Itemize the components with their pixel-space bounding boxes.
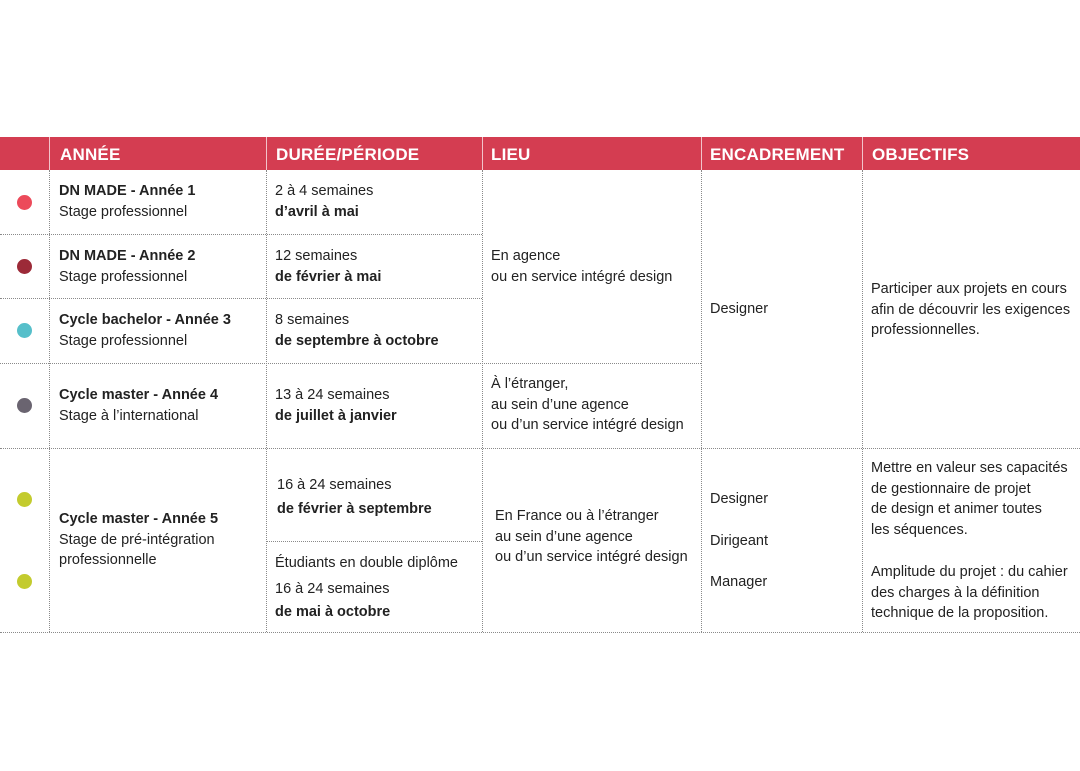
grid-line xyxy=(701,170,702,632)
row-annee-1 xyxy=(59,181,195,222)
grid-line xyxy=(0,298,482,299)
periode-text: d’avril à mai xyxy=(275,203,359,220)
periode-text: de février à septembre xyxy=(277,501,432,517)
lieu-line: En France ou à l’étranger xyxy=(495,508,659,524)
objectif-line: afin de découvrir les exigences xyxy=(871,301,1071,318)
header-divider xyxy=(49,137,50,170)
grid-line xyxy=(0,234,482,235)
grid-line xyxy=(49,170,50,632)
objectifs-top xyxy=(871,279,1070,341)
encadrement-line: Manager xyxy=(710,574,768,591)
row-subtitle: Stage professionnel xyxy=(59,203,188,220)
objectif-line: Participer aux projets en cours xyxy=(871,281,1067,297)
duree-annee-3 xyxy=(275,310,439,351)
dot-annee-3-icon xyxy=(17,323,32,338)
dot-annee-4-icon xyxy=(17,398,32,413)
line-gap xyxy=(710,510,768,531)
encadrement-bottom xyxy=(710,489,768,593)
objectif-line: Amplitude du projet : du cahier xyxy=(871,563,1068,580)
duree-annee-2 xyxy=(275,246,381,287)
header-encadrement: ENCADREMENT xyxy=(710,145,845,164)
header-divider xyxy=(701,137,702,170)
dot-annee-2-icon xyxy=(17,259,32,274)
row-title: Cycle bachelor - Année 3 xyxy=(59,312,231,328)
encadrement-line: Dirigeant xyxy=(710,532,769,549)
objectif-line: professionnelles. xyxy=(871,322,980,339)
objectif-line: les séquences. xyxy=(871,522,968,539)
row-title: Cycle master - Année 4 xyxy=(59,387,219,403)
line-gap xyxy=(871,541,1068,562)
header-divider xyxy=(266,137,267,170)
duree-text: 12 semaines xyxy=(275,248,358,264)
duree-annee-1 xyxy=(275,181,373,222)
duree-annee-4 xyxy=(275,385,397,426)
lieu-line: au sein d’une agence xyxy=(495,528,633,545)
grid-line xyxy=(862,170,863,632)
row-annee-3 xyxy=(59,310,231,351)
objectif-line: Mettre en valeur ses capacités xyxy=(871,460,1068,476)
header-divider xyxy=(862,137,863,170)
lieu-line: ou en service intégré design xyxy=(491,268,673,285)
row-title: DN MADE - Année 1 xyxy=(59,183,196,199)
encadrement-top: Designer xyxy=(710,301,769,317)
row-subtitle: Stage professionnel xyxy=(59,268,188,285)
row-annee-4 xyxy=(59,385,218,426)
row-subtitle-line: professionnelle xyxy=(59,552,157,569)
row-subtitle: Stage à l’international xyxy=(59,407,199,424)
row-title: Cycle master - Année 5 xyxy=(59,511,219,527)
periode-text: de septembre à octobre xyxy=(275,332,439,349)
duree-annee-5b xyxy=(275,550,458,622)
duree-text: 8 semaines xyxy=(275,312,350,328)
grid-line xyxy=(0,632,1080,633)
row-title: DN MADE - Année 2 xyxy=(59,248,196,264)
row-subtitle-line: Stage de pré-intégration xyxy=(59,531,215,548)
lieu-line: ou d’un service intégré design xyxy=(495,549,688,566)
header-objectifs: OBJECTIFS xyxy=(872,145,970,164)
dot-annee-5b-icon xyxy=(17,574,32,589)
lieu-line: au sein d’une agence xyxy=(491,396,629,413)
note-text: Étudiants en double diplôme xyxy=(275,555,458,571)
periode-text: de mai à octobre xyxy=(275,604,391,620)
header-lieu: LIEU xyxy=(491,145,531,164)
objectif-line: des charges à la définition xyxy=(871,584,1040,601)
dot-annee-1-icon xyxy=(17,195,32,210)
grid-line xyxy=(482,170,483,632)
grid-line xyxy=(266,541,482,542)
lieu-line: ou d’un service intégré design xyxy=(491,417,684,434)
line-gap xyxy=(710,551,768,572)
lieu-etranger xyxy=(491,374,684,436)
objectifs-bottom xyxy=(871,458,1068,624)
duree-text: 16 à 24 semaines xyxy=(277,477,392,493)
lieu-france xyxy=(495,506,688,568)
objectif-line: technique de la proposition. xyxy=(871,605,1049,622)
duree-text: 16 à 24 semaines xyxy=(275,581,390,597)
row-subtitle: Stage professionnel xyxy=(59,332,188,349)
periode-text: de juillet à janvier xyxy=(275,407,397,424)
lieu-agence xyxy=(491,246,672,287)
duree-annee-5a xyxy=(277,473,432,521)
header-annee: ANNÉE xyxy=(60,145,121,164)
periode-text: de février à mai xyxy=(275,268,382,285)
row-annee-2 xyxy=(59,246,195,287)
grid-line xyxy=(0,448,1080,449)
header-duree-periode: DURÉE/PÉRIODE xyxy=(276,145,420,164)
duree-text: 13 à 24 semaines xyxy=(275,387,390,403)
encadrement-line: Designer xyxy=(710,491,769,507)
dot-annee-5a-icon xyxy=(17,492,32,507)
row-annee-5 xyxy=(59,509,218,571)
lieu-line: À l’étranger, xyxy=(491,376,569,392)
objectif-line: de gestionnaire de projet xyxy=(871,480,1031,497)
duree-text: 2 à 4 semaines xyxy=(275,183,374,199)
grid-line xyxy=(0,363,701,364)
lieu-line: En agence xyxy=(491,248,561,264)
header-divider xyxy=(482,137,483,170)
grid-line xyxy=(266,170,267,632)
objectif-line: de design et animer toutes xyxy=(871,501,1042,518)
